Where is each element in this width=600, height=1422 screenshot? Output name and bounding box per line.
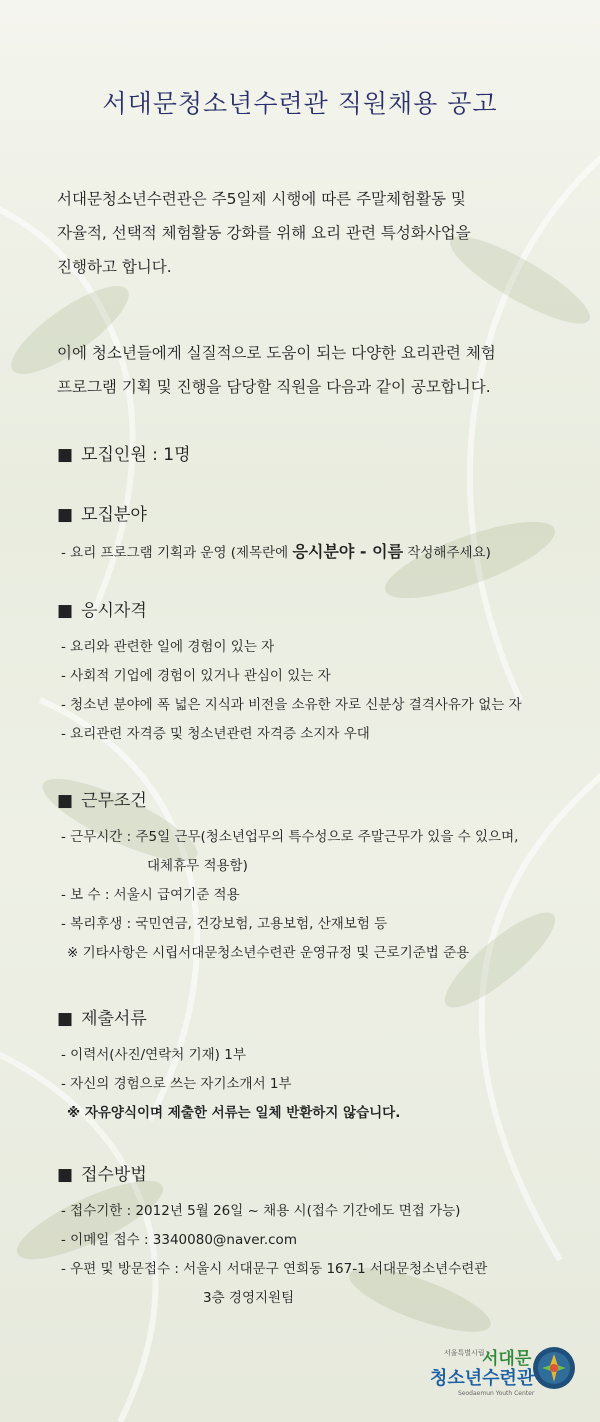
conditions-hours: - 근무시간 : 주5일 근무(청소년업무의 특수성으로 주말근무가 있을 수 있으며,	[61, 829, 519, 845]
section-field	[57, 500, 491, 568]
square-bullet-icon: ■	[57, 1009, 74, 1029]
field-item: - 요리 프로그램 기획과 운영 (제목란에 응시분야 - 이름 작성해주세요)	[61, 542, 491, 561]
qualification-item: - 요리와 관련한 일에 경험이 있는 자	[61, 639, 275, 655]
qualification-item: - 요리관련 자격증 및 청소년관련 자격증 소지자 우대	[61, 726, 370, 742]
document-item: - 이력서(사진/연락처 기재) 1부	[61, 1047, 246, 1063]
square-bullet-icon: ■	[57, 791, 74, 811]
section-documents	[57, 1004, 400, 1128]
intro-paragraph-2	[57, 336, 496, 404]
logo-small-text: 서울특별시립	[444, 1349, 485, 1357]
logo-name-1: 서대문	[482, 1349, 532, 1369]
conditions-welfare: - 복리후생 : 국민연금, 건강보험, 고용보험, 산재보험 등	[61, 916, 388, 932]
logo-emblem-icon	[532, 1346, 576, 1390]
intro-line: 진행하고 합니다.	[57, 258, 172, 276]
apply-post: - 우편 및 방문접수 : 서울시 서대문구 연희동 167-1 서대문청소년수련관	[61, 1261, 488, 1277]
apply-deadline: - 접수기한 : 2012년 5월 26일 ~ 채용 시(접수 기간에도 면접 가능)	[61, 1203, 461, 1219]
section-heading: ■ 응시자격	[57, 601, 147, 621]
intro-line: 서대문청소년수련관은 주5일제 시행에 따른 주말체험활동 및	[57, 190, 466, 208]
square-bullet-icon: ■	[57, 445, 74, 465]
intro-line: 자율적, 선택적 체험활동 강화를 위해 요리 관련 특성화사업을	[57, 224, 471, 242]
conditions-note: ※ 기타사항은 시립서대문청소년수련관 운영규정 및 근로기준법 준용	[67, 945, 470, 961]
section-heading: ■ 제출서류	[57, 1009, 147, 1029]
section-heading: ■ 모집분야	[57, 505, 147, 525]
logo-name-2: 청소년수련관	[430, 1368, 535, 1389]
conditions-pay: - 보 수 : 서울시 급여기준 적용	[61, 887, 240, 903]
square-bullet-icon: ■	[57, 505, 74, 525]
conditions-hours-continued: 대체휴무 적용함)	[147, 858, 248, 874]
field-highlight: 응시분야 - 이름	[292, 542, 404, 561]
document-item: - 자신의 경험으로 쓰는 자기소개서 1부	[61, 1076, 292, 1092]
section-qualification	[57, 596, 522, 749]
logo-english: Seodaemun Youth Center	[458, 1390, 535, 1397]
section-conditions	[57, 786, 518, 968]
documents-note: ※ 자유양식이며 제출한 서류는 일체 반환하지 않습니다.	[67, 1105, 401, 1121]
section-apply	[57, 1160, 487, 1313]
section-heading: ■ 접수방법	[57, 1165, 147, 1185]
square-bullet-icon: ■	[57, 601, 74, 621]
page-title: 서대문청소년수련관 직원채용 공고	[102, 89, 498, 118]
apply-post-continued: 3층 경영지원팀	[203, 1290, 295, 1306]
intro-line: 이에 청소년들에게 실질적으로 도움이 되는 다양한 요리관련 체험	[57, 344, 496, 362]
qualification-item: - 사회적 기업에 경험이 있거나 관심이 있는 자	[61, 668, 331, 684]
section-heading: ■ 모집인원 : 1명	[57, 445, 191, 465]
section-heading: ■ 근무조건	[57, 791, 147, 811]
section-recruit-count	[57, 440, 191, 477]
intro-paragraph	[57, 182, 471, 284]
square-bullet-icon: ■	[57, 1165, 74, 1185]
qualification-item: - 청소년 분야에 폭 넓은 지식과 비전을 소유한 자로 신분상 결격사유가 없는 자	[61, 697, 522, 713]
intro-line: 프로그램 기획 및 진행을 담당할 직원을 다음과 같이 공모합니다.	[57, 378, 491, 396]
apply-email: - 이메일 접수 : 3340080@naver.com	[61, 1232, 297, 1248]
center-logo	[430, 1342, 580, 1412]
